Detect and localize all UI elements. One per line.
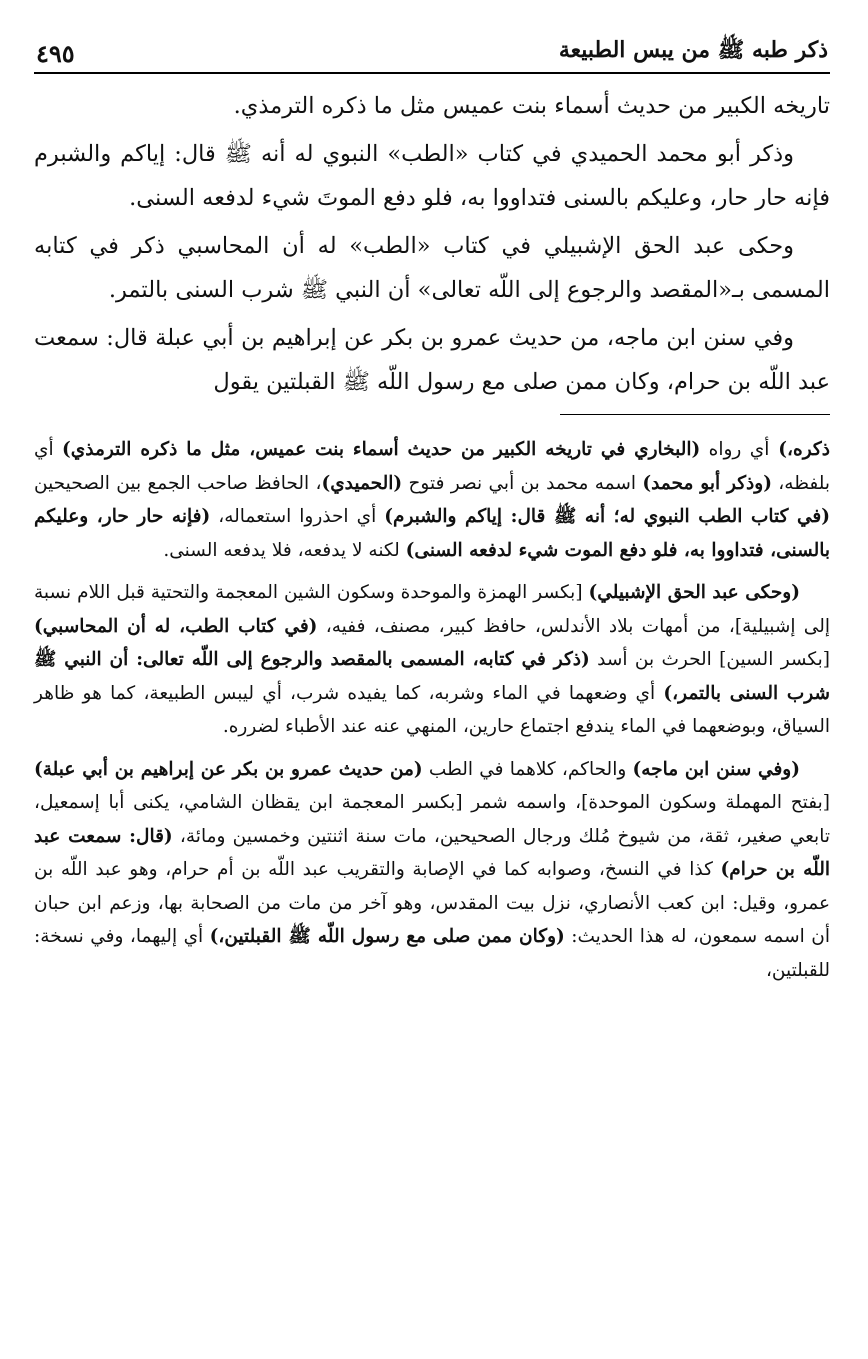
commentary-text: لكنه لا يدفعه، فلا يدفعه السنى. — [163, 539, 406, 561]
commentary-paragraph — [34, 753, 830, 988]
commentary-text: ، الحافظ صاحب الجمع بين الصحيحين — [34, 472, 322, 494]
quoted-text: (من حديث عمرو بن بكر عن إبراهيم بن أبي عبلة) — [34, 758, 423, 780]
quoted-text: (قال: سمعت عبد اللّه بن حرام) — [34, 825, 830, 880]
commentary-paragraph — [34, 433, 830, 567]
footnote-separator — [560, 414, 830, 415]
quoted-text: ذكره،) — [769, 439, 830, 460]
main-paragraph: وفي سنن ابن ماجه، من حديث عمرو بن بكر عن إبراهيم بن أبي عبلة قال: سمعت عبد اللّه بن حرام، وكان ممن صلى مع رسول اللّه ﷺ القبلتين يقول — [34, 325, 830, 395]
commentary-text: والحاكم، كلاهما في الطب — [422, 758, 633, 780]
commentary-text: [بكسر السين] الحرث بن أسد — [589, 649, 830, 670]
page-header — [34, 30, 830, 74]
commentary-text: [بكسر الهمزة والموحدة وسكون الشين المعجمة والتحتية قبل اللام نسبة إلى إشبيلية]، من أمهات بلاد الأندلس، حافظ كبير، مصنف، ففيه، — [34, 582, 830, 637]
quoted-text: (وحكى عبد الحق الإشبيلي) — [588, 582, 800, 603]
commentary-paragraph — [34, 576, 830, 744]
quoted-text: (ذكر في كتابه، المسمى بالمقصد والرجوع إلى اللّه تعالى: أن النبي ﷺ شرب السنى بالتمر،) — [34, 649, 830, 704]
main-text — [34, 84, 830, 404]
quoted-text: (في كتاب الطب، له أن المحاسبي) — [34, 615, 318, 637]
quoted-text: (في كتاب الطب النبوي له؛ أنه ﷺ قال: إياكم والشبرم) — [384, 506, 830, 527]
main-paragraph: وحكى عبد الحق الإشبيلي في كتاب «الطب» له أن المحاسبي ذكر في كتابه المسمى بـ«المقصد والرجوع إلى اللّه تعالى» أن النبي ﷺ شرب السنى بالتمر. — [34, 233, 830, 303]
main-paragraph: وذكر أبو محمد الحميدي في كتاب «الطب» النبوي له أنه ﷺ قال: إياكم والشبرم فإنه حار حار، وعليكم بالسنى فتداووا به، فلو دفع الموتَ شيء لدفعه السنى. — [34, 141, 830, 211]
quoted-text: (وذكر أبو محمد) — [642, 472, 772, 494]
quoted-text: (فإنه حار حار، وعليكم بالسنى، فتداووا به، فلو دفع الموت شيء لدفعه السنى) — [34, 506, 830, 561]
commentary-text: أي إليهما، وفي نسخة: للقبلتين، — [34, 926, 830, 981]
commentary — [34, 433, 830, 987]
commentary-text: كذا في النسخ، وصوابه كما في الإصابة والتقريب عبد اللّه بن أم حرام، وهو عبد اللّه بن عمرو، وقيل: ابن كعب الأنصاري، نزل بيت المقدس، وهو آخر من مات من الصحابة بها، وزعم ابن حبان أن اسمه سمعون، له هذا الحديث: — [34, 859, 831, 947]
commentary-text: اسمه محمد بن أبي نصر فتوح — [402, 472, 643, 494]
page-number: ٤٩٥ — [36, 39, 75, 68]
commentary-text: أي رواه — [700, 439, 770, 460]
quoted-text: (الحميدي) — [321, 472, 403, 494]
running-head: ذكر طبه ﷺ من يبس الطبيعة — [558, 37, 828, 63]
quoted-text: (وفي سنن ابن ماجه) — [632, 758, 800, 780]
book-page — [34, 30, 830, 996]
commentary-text: [بفتح المهملة وسكون الموحدة]، واسمه شمر [بكسر المعجمة ابن يقظان الشامي، يكنى أبا إسمعيل، تابعي صغير، ثقة، من شيوخ مُلك ورجال الصحيحين، مات سنة اثنتين وخمسين ومائة، — [34, 792, 830, 847]
commentary-text: أي احذروا استعماله، — [210, 506, 385, 527]
commentary-text: أي وضعهما في الماء وشربه، كما يفيده شرب، أي ليبس الطبيعة، كما هو ظاهر السياق، وبوضعهما في الماء يندفع اجتماع حارين، المنهي عنه عند الأطباء لضرره. — [34, 682, 830, 737]
main-paragraph: تاريخه الكبير من حديث أسماء بنت عميس مثل ما ذكره الترمذي. — [233, 93, 830, 119]
commentary-text: أي بلفظه، — [34, 439, 830, 494]
quoted-text: (البخاري في تاريخه الكبير من حديث أسماء بنت عميس، مثل ما ذكره الترمذي) — [62, 439, 701, 460]
quoted-text: (وكان ممن صلى مع رسول اللّه ﷺ القبلتين،) — [209, 926, 565, 947]
